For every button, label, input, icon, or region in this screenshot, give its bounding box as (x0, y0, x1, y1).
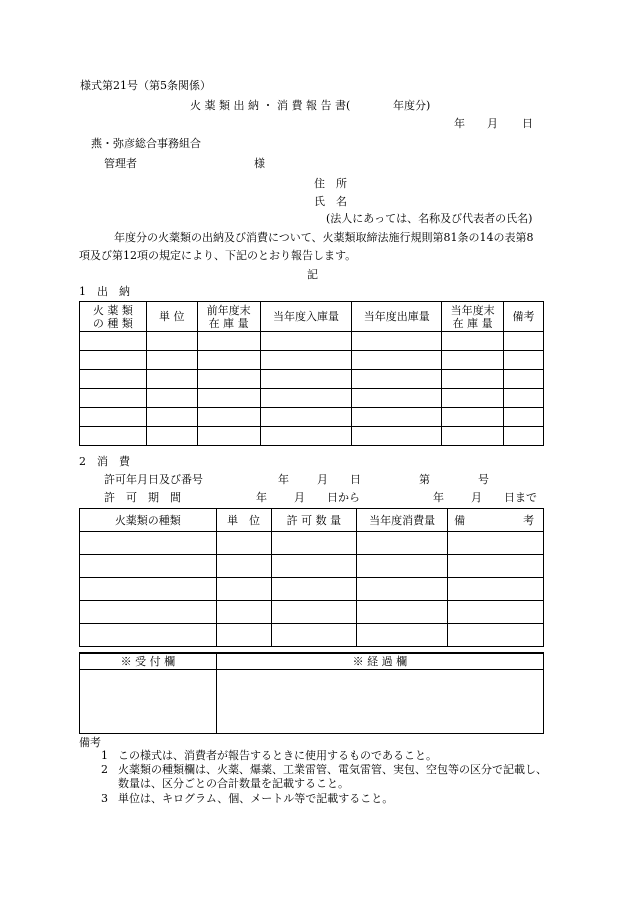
table-cell[interactable] (357, 532, 448, 555)
header-remarks: 備考 (504, 302, 544, 332)
table-row (80, 532, 544, 555)
table-cell[interactable] (260, 408, 352, 427)
section-1-heading: 1 出 納 (79, 285, 130, 298)
note-2-number: 2 (101, 763, 108, 776)
note-1-number: 1 (101, 749, 108, 762)
header-current-stock: 当年度末 在 庫 量 (442, 302, 504, 332)
receipt-delivery-table (79, 301, 544, 446)
table-row (80, 389, 544, 408)
table-cell[interactable] (146, 332, 197, 351)
table-cell[interactable] (357, 624, 448, 647)
permit-year: 年 (278, 473, 289, 486)
receipt-column-header: ※ 受 付 欄 (80, 653, 217, 669)
period-month-2: 月 (471, 491, 482, 504)
table-cell[interactable] (216, 532, 271, 555)
table-cell[interactable] (352, 332, 442, 351)
table-row (80, 427, 544, 446)
header-kind: 火 薬 類 の 種 類 (80, 302, 147, 332)
table-cell[interactable] (442, 351, 504, 370)
addressee-organization: 燕・弥彦総合事務組合 (91, 137, 201, 150)
table-row (80, 370, 544, 389)
table-cell[interactable] (146, 370, 197, 389)
table-cell[interactable] (448, 532, 544, 555)
addressee-manager: 管理者 (104, 157, 137, 170)
body-line-2: 項及び第12項の規定により、下記のとおり報告します。 (79, 249, 357, 262)
date-month: 月 (487, 117, 498, 130)
table-cell[interactable] (357, 601, 448, 624)
table-cell[interactable] (80, 389, 147, 408)
table-cell[interactable] (197, 351, 260, 370)
receipt-box[interactable] (80, 669, 217, 733)
table-cell[interactable] (352, 389, 442, 408)
sender-corporate-note: (法人にあっては、名称及び代表者の氏名) (326, 212, 533, 225)
permit-dai: 第 (419, 473, 430, 486)
table-cell[interactable] (146, 408, 197, 427)
date-day: 日 (522, 117, 533, 130)
table-cell[interactable] (271, 555, 357, 578)
table-cell[interactable] (448, 578, 544, 601)
table-header-row (80, 509, 544, 532)
date-year: 年 (454, 117, 465, 130)
table-cell[interactable] (357, 555, 448, 578)
table-cell[interactable] (216, 624, 271, 647)
table-cell[interactable] (216, 578, 271, 601)
table-cell[interactable] (260, 427, 352, 446)
table-cell[interactable] (442, 389, 504, 408)
header-unit: 単 位 (146, 302, 197, 332)
table-cell[interactable] (216, 555, 271, 578)
table-cell[interactable] (352, 427, 442, 446)
table-cell[interactable] (80, 370, 147, 389)
table-cell[interactable] (352, 351, 442, 370)
process-box[interactable] (216, 669, 543, 733)
addressee-honorific: 様 (254, 157, 265, 170)
header-stock-out: 当年度出庫量 (352, 302, 442, 332)
table-cell[interactable] (80, 578, 217, 601)
permit-month: 月 (317, 473, 328, 486)
period-from: 日から (327, 491, 360, 504)
table-row (80, 555, 544, 578)
document-title: 火 薬 類 出 納 ・ 消 費 報 告 書( (190, 99, 351, 112)
form-number: 様式第21号（第5条関係） (80, 79, 211, 92)
table-cell[interactable] (197, 370, 260, 389)
table-cell[interactable] (80, 532, 217, 555)
header-prev-stock: 前年度末 在 庫 量 (197, 302, 260, 332)
header-consumed: 当年度消費量 (357, 509, 448, 532)
table-cell[interactable] (260, 389, 352, 408)
consumption-table (79, 508, 544, 647)
note-3-number: 3 (101, 792, 108, 805)
table-cell[interactable] (80, 427, 147, 446)
table-cell[interactable] (504, 370, 544, 389)
table-row (80, 578, 544, 601)
table-cell[interactable] (80, 408, 147, 427)
period-to: 日まで (504, 491, 537, 504)
table-cell[interactable] (146, 427, 197, 446)
table-cell[interactable] (504, 351, 544, 370)
table-cell[interactable] (216, 601, 271, 624)
table-cell[interactable] (80, 555, 217, 578)
table-cell[interactable] (271, 601, 357, 624)
table-cell[interactable] (442, 332, 504, 351)
table-cell[interactable] (146, 389, 197, 408)
sender-address-label: 住 所 (314, 177, 347, 190)
table-cell[interactable] (504, 408, 544, 427)
table-cell[interactable] (448, 624, 544, 647)
table-row (80, 408, 544, 427)
note-2-text-a: 火薬類の種類欄は、火薬、爆薬、工業雷管、電気雷管、実包、空包等の区分で記載し、 (118, 763, 547, 776)
table-row (80, 624, 544, 647)
table-cell[interactable] (260, 370, 352, 389)
ki-heading: 記 (307, 268, 318, 281)
table-cell[interactable] (357, 578, 448, 601)
note-2-text-b: 数量は、区分ごとの合計数量を記載すること。 (118, 777, 349, 790)
table-cell[interactable] (197, 389, 260, 408)
table-cell[interactable] (80, 601, 217, 624)
process-column-header: ※ 経 過 欄 (216, 653, 543, 669)
table-cell[interactable] (80, 624, 217, 647)
period-year-2: 年 (433, 491, 444, 504)
permit-day: 日 (350, 473, 361, 486)
table-row (80, 351, 544, 370)
table-cell[interactable] (271, 624, 357, 647)
table-row (80, 601, 544, 624)
sender-name-label: 氏 名 (314, 195, 347, 208)
period-label: 許 可 期 間 (104, 491, 181, 504)
title-year-suffix: 年度分) (393, 99, 431, 112)
table-cell[interactable] (260, 351, 352, 370)
table-cell[interactable] (271, 532, 357, 555)
table-cell[interactable] (448, 555, 544, 578)
table-cell[interactable] (442, 370, 504, 389)
header-explosive-kind: 火薬類の種類 (80, 509, 217, 532)
note-1-text: この様式は、消費者が報告するときに使用するものであること。 (118, 749, 437, 762)
table-cell[interactable] (504, 389, 544, 408)
table-cell[interactable] (504, 332, 544, 351)
table-cell[interactable] (197, 408, 260, 427)
table-cell[interactable] (260, 332, 352, 351)
header-permit-qty: 許 可 数 量 (271, 509, 357, 532)
table-row (80, 332, 544, 351)
body-line-1: 年度分の火薬類の出納及び消費について、火薬類取締法施行規則第81条の14の表第8 (114, 231, 534, 244)
period-year-1: 年 (256, 491, 267, 504)
permit-label: 許可年月日及び番号 (104, 473, 203, 486)
office-use-table (79, 652, 544, 734)
table-cell[interactable] (271, 578, 357, 601)
note-3-text: 単位は、キログラム、個、メートル等で記載すること。 (118, 792, 394, 805)
table-cell[interactable] (80, 332, 147, 351)
table-cell[interactable] (197, 332, 260, 351)
period-month-1: 月 (294, 491, 305, 504)
table-cell[interactable] (504, 427, 544, 446)
table-cell[interactable] (80, 351, 147, 370)
notes-heading: 備考 (79, 736, 101, 749)
table-cell[interactable] (448, 601, 544, 624)
table-header-row (80, 302, 544, 332)
table-cell[interactable] (197, 427, 260, 446)
table-cell[interactable] (442, 408, 504, 427)
header-remarks: 備 考 (448, 509, 544, 532)
table-cell[interactable] (146, 351, 197, 370)
table-cell[interactable] (442, 427, 504, 446)
table-cell[interactable] (352, 370, 442, 389)
section-2-heading: 2 消 費 (79, 455, 130, 468)
permit-go: 号 (478, 473, 489, 486)
header-unit: 単 位 (216, 509, 271, 532)
header-stock-in: 当年度入庫量 (260, 302, 352, 332)
table-cell[interactable] (352, 408, 442, 427)
